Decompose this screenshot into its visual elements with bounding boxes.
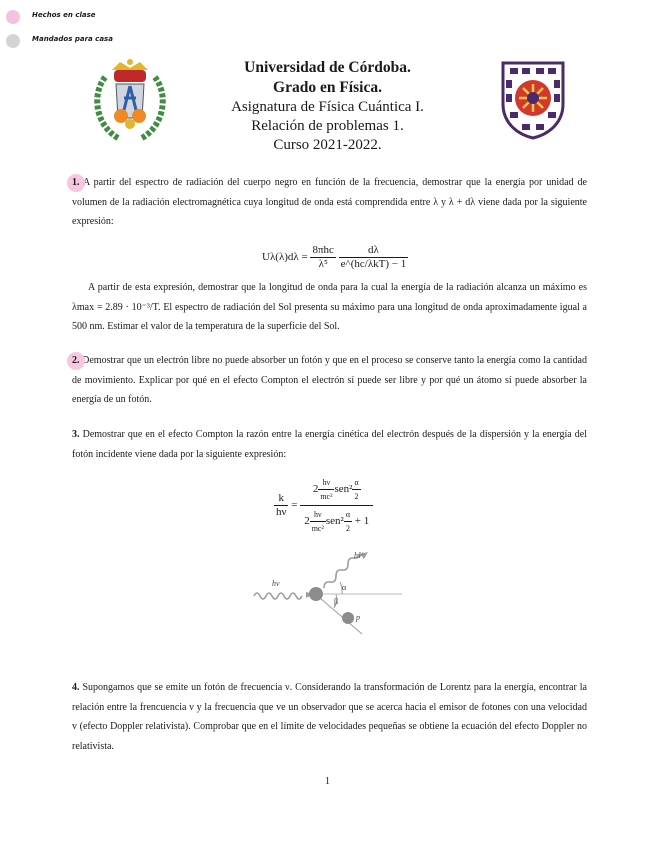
problem-3 [72, 425, 587, 464]
eq-lhs-fraction: $\frac{k}{h\nu}$ [276, 492, 287, 518]
eq-lhs: Uλ(λ)dλ = [262, 251, 308, 264]
legend-label: Mandados para casa [32, 35, 113, 43]
problem-number: 1. [72, 177, 80, 188]
problem-number: 2. [72, 355, 80, 366]
page-number: 1 [325, 776, 330, 787]
incident-photon-label: hν [272, 579, 280, 588]
course-title: Curso 2021-2022. [273, 137, 382, 153]
compton-diagram [250, 548, 410, 644]
beta-label: β [334, 597, 339, 606]
problem-text: Demostrar que un electrón libre no puede absorber un fotón y que en el proceso se conserve tanto la energía como la cantidad de movimiento. Explicar por qué en el efecto Compton el electrón sí puede ser libre y por qué un átomo sí puede absorber la energía de un fotón. [72, 355, 587, 405]
electron-momentum-label: p [356, 613, 360, 622]
problem-2 [72, 351, 587, 410]
problem-number: 4. [72, 682, 80, 693]
sheet-title: Relación de problemas 1. [251, 118, 404, 134]
equation-compton: $\frac{k}{h\nu}$ = 2 $\frac{h\nu}{\text{mc²}}$ sen² $\frac{\alpha}{2}$ 2 $\frac{h\nu}{\text{mc²}}$ sen² $\frac{\alpha}{2}$ + 1 [274, 474, 373, 537]
problem-number: 3. [72, 429, 80, 440]
problem-1 [72, 173, 587, 232]
problem-text: A partir del espectro de radiación del cuerpo negro en función de la frecuencia, demostrar que la energía por unidad de volumen de la radiación electromagnética cuya longitud de onda está comprendida entre λ y λ + dλ viene dada por la siguiente expresión: [72, 177, 587, 227]
electron-initial [309, 587, 323, 601]
legend-dot-gray [6, 34, 20, 48]
eq-fraction: $\frac{\text{8πhc}}{\text{λ⁵}}$ [312, 244, 334, 270]
problem-text: Supongamos que se emite un fotón de frecuencia ν. Considerando la transformación de Lorentz para la energía, encontrar la relación entre la frencuencia ν y la frecuencia que ve un observador que se acerca hacia el emisor de fotones con una velocidad v (efecto Doppler relativista). Comprobar que en el límite de velocidades pequeñas se obtiene la ecuación del efecto Doppler no relativista. [72, 682, 587, 752]
scattered-photon-label: hν′ [354, 551, 364, 560]
subject-title: Asignatura de Física Cuántica I. [231, 99, 424, 115]
legend-dot-pink [6, 10, 20, 24]
alpha-label: α [342, 583, 347, 592]
university-title: Universidad de Córdoba. [244, 59, 411, 76]
legend-label: Hechos en clase [32, 11, 96, 19]
eq-main-fraction: 2 $\frac{h\nu}{\text{mc²}}$ sen² $\frac{\alpha}{2}$ 2 $\frac{h\nu}{\text{mc²}}$ sen² $\frac{\alpha}{2}$ + 1 [300, 474, 373, 537]
eq-fraction: $\frac{d\lambda}{\text{e\textasciicircum{}(hc/λkT) − 1}}$ [340, 244, 407, 270]
problem-4 [72, 678, 587, 756]
electron-scattered [342, 612, 354, 624]
equation-blackbody [262, 244, 408, 271]
degree-title: Grado en Física. [273, 79, 382, 96]
document-header [0, 58, 655, 155]
problem-1-continuation: A partir de esta expresión, demostrar que la longitud de onda para la cual la energía de la radiación alcanza un máximo es λmax = 2.89 · 10⁻³/T. El espectro de radiación del Sol presenta su máximo para una longitud de onda aproximadamente igual a 500 nm. Estimar el valor de la temperatura de la superficie del Sol. [72, 282, 587, 332]
problem-text: Demostrar que en el efecto Compton la razón entre la energía cinética del electrón después de la dispersión y la energía del fotón incidente viene dada por la siguiente expresión: [72, 429, 587, 460]
